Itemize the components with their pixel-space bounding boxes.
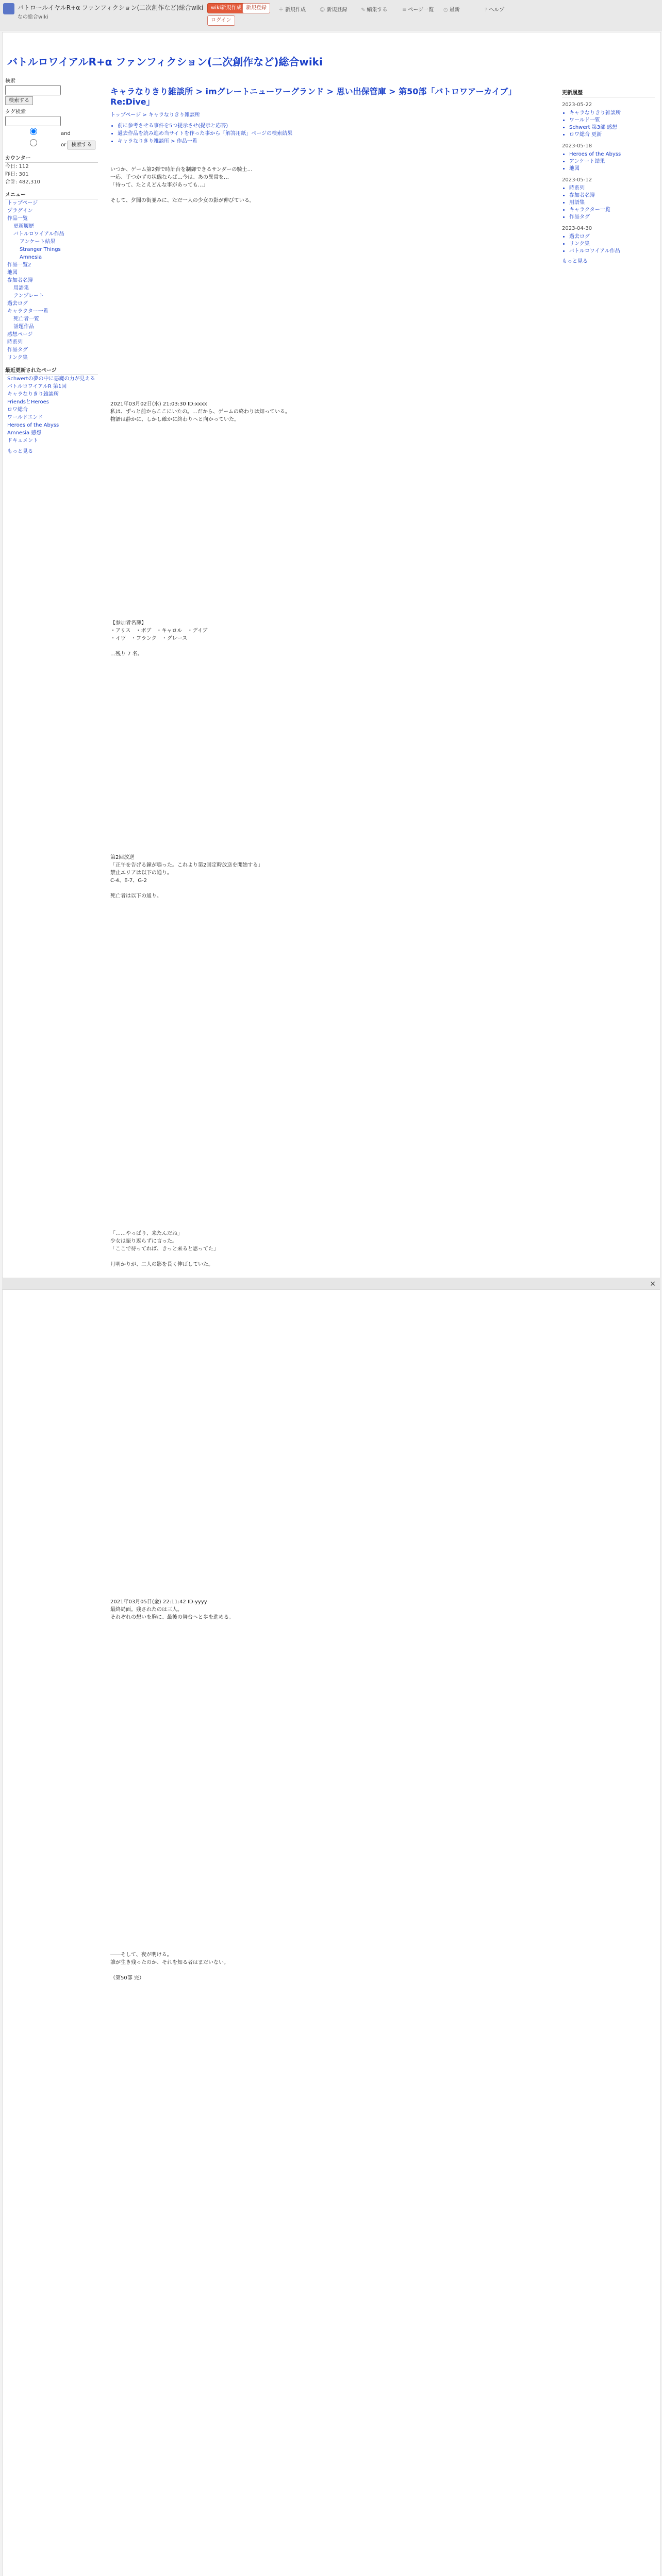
menu-edit[interactable]: ✎ 編集する xyxy=(361,7,388,13)
sidebar-item[interactable]: 更新履歴 xyxy=(13,224,34,229)
tag-search-input[interactable] xyxy=(5,116,61,126)
help-icon: ? xyxy=(485,7,488,13)
or-radio[interactable] xyxy=(8,139,59,146)
history-item[interactable]: • ワールド一覧 xyxy=(569,117,655,124)
right-sidebar xyxy=(562,87,655,265)
story-block: 「……やっぱり、来たんだね」 少女は振り返らずに言った。 「ここで待ってれば、きっと来ると思ってた」 月明かりが、二人の影を長く伸ばしていた。 xyxy=(110,1231,219,1267)
counter-total: 合計: 482,310 xyxy=(5,179,40,185)
sidebar-item[interactable]: 話題作品 xyxy=(13,324,34,330)
page-title: キャラなりきり雑談所 > imグレートニューワーグランド > 思い出保管庫 > 第50部「バトロワアーカイブ」Re:Dive」 xyxy=(110,87,517,107)
history-item[interactable]: • 過去ログ xyxy=(569,233,655,241)
history-item[interactable]: • キャラなりきり雑談所 xyxy=(569,110,655,117)
history-item[interactable]: • 参加者名簿 xyxy=(569,192,655,199)
wiki-title[interactable]: バトルロワイアルR+α ファンフィクション(二次創作など)総合wiki xyxy=(7,56,323,68)
clock-icon: ◷ xyxy=(443,7,448,13)
recent-title: 最近更新されたページ xyxy=(5,367,98,375)
history-item[interactable]: • 地図 xyxy=(569,165,655,173)
menu-help[interactable]: ? ヘルプ xyxy=(485,7,505,13)
tag-search-label: タグ検索 xyxy=(5,109,26,115)
sidebar-item[interactable]: 死亡者一覧 xyxy=(13,316,39,322)
story-block: 2021年03月05日(金) 22:11:42 ID:yyyy 最終局面。残されたのは三人。 それぞれの想いを胸に、最後の舞台へと歩を進める。 xyxy=(110,1599,234,1620)
history-date: 2023-05-22 xyxy=(562,102,592,108)
story-block: ――そして、夜が明ける。 誰が生き残ったのか、それを知る者はまだいない。 （第50部 完） xyxy=(110,1952,229,1981)
sidebar-item[interactable]: リンク集 xyxy=(7,355,28,361)
site-brand[interactable] xyxy=(3,0,204,30)
history-item[interactable]: • アンケート結果 xyxy=(569,158,655,165)
plus-icon: ＋ xyxy=(278,7,284,13)
list-icon: ≡ xyxy=(402,7,407,13)
sidebar-item[interactable]: 感想ページ xyxy=(7,332,33,337)
create-wiki-button[interactable]: wiki新規作成 xyxy=(207,3,245,13)
story-block: 【参加者名簿】 ・アリス ・ボブ ・キャロル ・デイブ ・イヴ ・フランク ・グレース …残り 7 名。 xyxy=(110,620,208,657)
history-item[interactable]: • バトルロワイアル作品 xyxy=(569,248,655,255)
sidebar-item[interactable]: Amnesia xyxy=(20,255,42,260)
overlay-strip xyxy=(2,1278,660,1290)
menu-new-page[interactable]: ＋ 新規作成 xyxy=(278,7,306,13)
close-icon[interactable]: × xyxy=(650,1280,656,1288)
recent-item[interactable]: ロワ総合 xyxy=(7,407,28,413)
search-label: 検索 xyxy=(5,78,15,84)
story-block: 第2回放送 「正午を告げる鐘が鳴った。これより第2回定時放送を開始する」 禁止エリアは以下の通り。 C-4、E-7、G-2 死亡者は以下の通り。 xyxy=(110,855,263,899)
list-item[interactable]: • 過去作品を読み進め当サイトを作った事から「解答用紙」ページの検索結果 xyxy=(118,130,543,138)
main-content xyxy=(110,87,543,1982)
story-block: 2021年03月02日(水) 21:03:30 ID:xxxx 私は、ずっと前からここにいたの。…だから、ゲームの終わりは知っている。 物語は静かに、しかし確かに終わりへと向かっていた。 xyxy=(110,401,290,422)
history-item[interactable]: • Schwert 第3部 感想 xyxy=(569,124,655,131)
history-date: 2023-04-30 xyxy=(562,226,592,231)
top-navigation-bar xyxy=(0,0,662,30)
sidebar-item[interactable]: アンケート結果 xyxy=(20,239,56,245)
recent-item[interactable]: キャラなりきり雑談所 xyxy=(7,392,59,397)
sidebar-item[interactable]: バトルロワイアル作品 xyxy=(13,231,64,237)
counter-today: 今日: 112 xyxy=(5,164,29,170)
site-logo-icon xyxy=(3,3,14,14)
login-button[interactable]: ログイン xyxy=(207,15,235,26)
counter-yesterday: 昨日: 301 xyxy=(5,172,29,177)
recent-item[interactable]: ワールドエンド xyxy=(7,415,43,420)
history-item[interactable]: • Heroes of the Abyss xyxy=(569,151,655,158)
recent-item[interactable]: FriendsとHeroes xyxy=(7,399,49,405)
sidebar-item[interactable]: キャラクター一覧 xyxy=(7,309,48,314)
history-date: 2023-05-18 xyxy=(562,143,592,149)
register-button[interactable]: 新規登録 xyxy=(242,3,270,13)
site-subtitle: なの総合wiki xyxy=(18,14,48,20)
history-item[interactable]: • キャラクター一覧 xyxy=(569,207,655,214)
sidebar-item[interactable]: 作品一覧2 xyxy=(7,262,31,268)
recent-item[interactable]: Schwertの夢の中に悪魔の力が見える xyxy=(7,376,95,382)
menu-page-list[interactable]: ≡ ページ一覧 xyxy=(402,7,434,13)
sidebar-item[interactable]: 地図 xyxy=(7,270,18,276)
sidebar-item[interactable]: テンプレート xyxy=(13,293,44,299)
history-item[interactable]: • 用語集 xyxy=(569,199,655,207)
sidebar-item[interactable]: トップページ xyxy=(7,200,38,206)
recent-item[interactable]: Amnesia 感想 xyxy=(7,430,42,436)
history-more-link[interactable]: もっと見る xyxy=(562,259,588,264)
list-item[interactable]: • キャラなりきり雑談所 > 作品一覧 xyxy=(118,138,543,145)
user-icon: ☺ xyxy=(320,7,325,13)
sidebar-item[interactable]: プラグイン xyxy=(7,208,33,214)
and-radio[interactable] xyxy=(8,128,59,135)
history-item[interactable]: • 時系列 xyxy=(569,185,655,192)
history-title: 更新履歴 xyxy=(562,90,655,97)
sidebar-item[interactable]: 作品タグ xyxy=(7,347,28,353)
story-block: いつか、ゲーム第2弾で時計台を制御できるサンダーの騎士… 一応、手つかずの状態ならば…今は、あの異常を… 「待って、たとえどんな事があっても…」 そして、夕闇の街並みに、ただ一人の少女の影が伸びている。 xyxy=(110,167,255,204)
search-input[interactable] xyxy=(5,85,61,95)
counter-title: カウンター xyxy=(5,155,98,163)
left-sidebar: 検索 検索する タグ検索 and or 検索する カウンター 今日: 112 昨日: 301 合計: 482,310 メニュー トップページ プラグイン 作品一覧 更新履歴 バトルロワイアル作品 アンケート結果 Stranger Things Amnesia 作品一覧2 地図 参加者名簿 用語集 テンプレート 過去ログ キャラクター一覧 死亡者一覧 話題作品 感想ページ 時系列 作品タグ リンク集 最近更新されたページ Schwertの夢の中に悪魔の力が見える バトルロワイアルR 第1回 キャラなりきり雑談所 FriendsとHeroes ロワ総合 ワールドエンド Heroes of the Abyss Amnesia 感想 ドキュメント もっと見る xyxy=(5,77,98,455)
sidebar-item[interactable]: 時系列 xyxy=(7,340,23,345)
sidebar-item[interactable]: Stranger Things xyxy=(20,247,61,252)
sidebar-item[interactable]: 用語集 xyxy=(13,285,29,291)
menu-recent[interactable]: ◷ 最新 xyxy=(443,7,460,13)
recent-item[interactable]: Heroes of the Abyss xyxy=(7,422,59,428)
pencil-icon: ✎ xyxy=(361,7,366,13)
tag-search-button[interactable]: 検索する xyxy=(68,141,95,149)
sidebar-item[interactable]: 作品一覧 xyxy=(7,216,28,222)
history-item[interactable]: • リンク集 xyxy=(569,241,655,248)
sidebar-item[interactable]: 参加者名簿 xyxy=(7,278,33,283)
breadcrumb[interactable]: トップページ > キャラなりきり雑談所 xyxy=(110,112,200,118)
history-item[interactable]: • 作品タグ xyxy=(569,214,655,221)
menu-title: メニュー xyxy=(5,191,98,199)
intro-list xyxy=(110,122,543,145)
sidebar-item[interactable]: 過去ログ xyxy=(7,301,28,307)
site-title[interactable]: パトロールイヤルR+α ファンフィクション(二次創作など)総合wiki xyxy=(18,4,204,11)
search-button[interactable]: 検索する xyxy=(5,96,33,105)
recent-item[interactable]: バトルロワイアルR 第1回 xyxy=(7,384,67,389)
recent-item[interactable]: ドキュメント xyxy=(7,438,38,444)
history-item[interactable]: • ロワ総合 更新 xyxy=(569,131,655,139)
recent-more-link[interactable]: もっと見る xyxy=(7,449,33,454)
history-date: 2023-05-12 xyxy=(562,177,592,183)
menu-register[interactable]: ☺ 新規登録 xyxy=(320,7,347,13)
list-item[interactable]: • 前に参考させる事件を5つ提示させ(提示と応答) xyxy=(118,122,543,130)
